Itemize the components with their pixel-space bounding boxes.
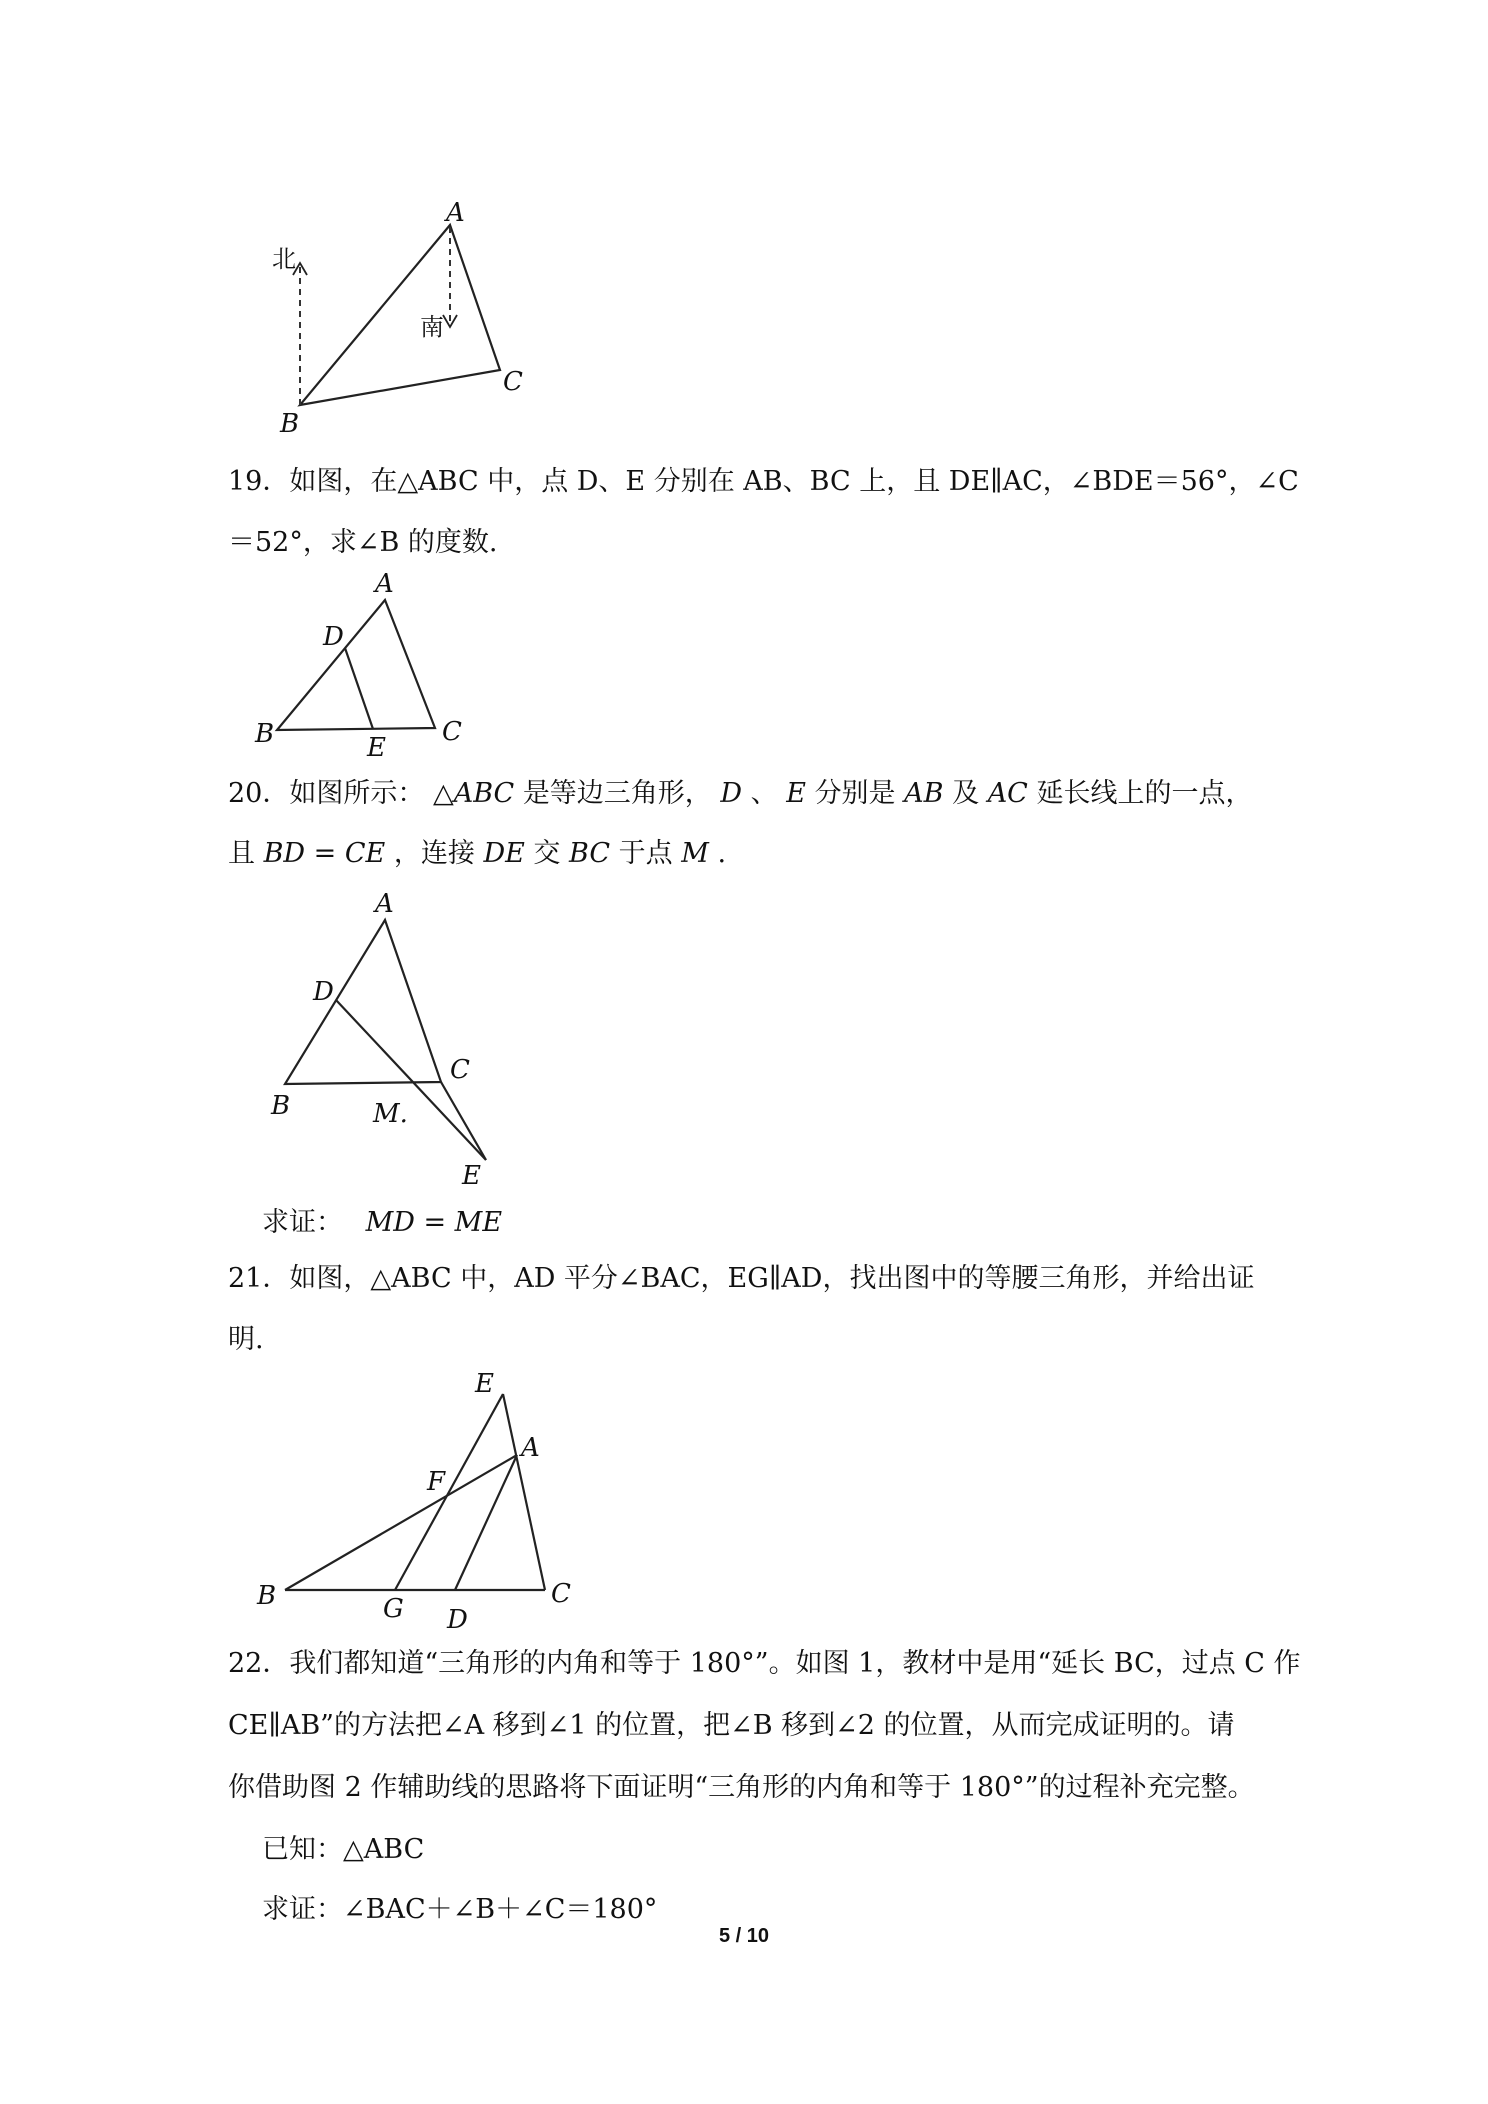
label-a: A	[375, 889, 394, 919]
q19-line2: ＝52°，求∠B 的度数.	[228, 527, 498, 558]
triangle-de-parallel-ac	[255, 569, 475, 763]
isosceles-bisector-diagram	[255, 1369, 585, 1635]
q20-line1	[228, 776, 1252, 812]
segment-ad	[455, 1455, 517, 1590]
q20-text: ，连接	[393, 838, 475, 869]
q22-line3: 你借助图 2 作辅助线的思路将下面证明“三角形的内角和等于 180°”的过程补充完整。	[228, 1772, 1255, 1803]
q20-math: AC	[987, 778, 1028, 809]
label-e: E	[367, 733, 386, 763]
label-b: B	[271, 1091, 291, 1121]
label-a: A	[375, 569, 394, 599]
q20-math: AB	[904, 778, 944, 809]
label-a: A	[521, 1433, 540, 1463]
segment-ce-extension	[441, 1082, 486, 1160]
label-south: 南	[420, 313, 444, 341]
q22-prove: 求证：∠BAC＋∠B＋∠C＝180°	[262, 1894, 658, 1925]
q20-math: DE	[483, 838, 525, 869]
q20-text: 分别是	[814, 778, 896, 809]
equilateral-triangle-diagram	[265, 889, 505, 1191]
label-d: D	[447, 1605, 468, 1635]
q20-math: △ABC	[432, 778, 515, 809]
label-d: D	[323, 622, 344, 652]
label-m: M.	[373, 1099, 408, 1129]
q20-text: 20．如图所示：	[228, 778, 425, 809]
triangle-abc	[300, 225, 500, 405]
q20-math: BC	[568, 838, 610, 869]
q21-line2: 明.	[228, 1324, 264, 1355]
label-c: C	[442, 717, 462, 747]
label-b: B	[255, 719, 275, 749]
label-north: 北	[272, 245, 296, 273]
figure-q18	[260, 195, 540, 445]
q20-prove	[262, 1205, 502, 1241]
q20-text: 及	[952, 778, 980, 809]
segment-ec	[503, 1394, 545, 1590]
prove-statement: MD = ME	[365, 1207, 503, 1238]
q20-text: 交	[533, 838, 561, 869]
label-e: E	[462, 1161, 481, 1191]
segment-eg	[395, 1394, 503, 1590]
triangle-north-south-diagram	[260, 195, 540, 445]
label-g: G	[383, 1594, 404, 1624]
label-c: C	[503, 367, 523, 397]
segment-de	[345, 648, 373, 729]
q20-math: BD = CE	[263, 838, 386, 869]
segment-ba	[285, 1455, 517, 1590]
q20-math: D	[720, 778, 743, 809]
label-f: F	[427, 1467, 446, 1497]
triangle-abc	[277, 600, 435, 730]
q20-text: 、	[750, 778, 778, 809]
q21-line1: 21．如图，△ABC 中，AD 平分∠BAC，EG∥AD，找出图中的等腰三角形，并给出证	[228, 1263, 1255, 1294]
q20-text: 于点	[618, 838, 673, 869]
label-c: C	[450, 1055, 470, 1085]
q22-known: 已知：△ABC	[262, 1834, 425, 1865]
q20-text: 延长线上的一点，	[1036, 778, 1253, 809]
q20-math: M	[681, 838, 709, 869]
figure-q21	[255, 1369, 585, 1635]
label-b: B	[257, 1581, 277, 1611]
q22-line2: CE∥AB”的方法把∠A 移到∠1 的位置，把∠B 移到∠2 的位置，从而完成证明的。请	[228, 1710, 1235, 1741]
q20-text: 是等边三角形，	[522, 778, 712, 809]
q20-math: E	[786, 778, 806, 809]
prove-label: 求证：	[262, 1207, 343, 1238]
q20-text: 且	[228, 838, 255, 869]
figure-q19	[255, 569, 475, 763]
q20-text: .	[717, 838, 727, 869]
label-b: B	[280, 409, 300, 439]
page-number: 5 / 10	[718, 1925, 770, 1947]
label-d: D	[313, 977, 334, 1007]
triangle-abc	[285, 920, 441, 1084]
q20-line2	[228, 836, 726, 872]
label-c: C	[551, 1579, 571, 1609]
label-e: E	[475, 1369, 494, 1399]
figure-q20	[265, 889, 505, 1191]
q22-line1: 22．我们都知道“三角形的内角和等于 180°”。如图 1，教材中是用“延长 BC，过点 C 作	[228, 1648, 1301, 1679]
label-a: A	[446, 198, 465, 228]
q19-line1: 19．如图，在△ABC 中，点 D、E 分别在 AB、BC 上，且 DE∥AC，∠BDE＝56°，∠C	[228, 466, 1299, 497]
